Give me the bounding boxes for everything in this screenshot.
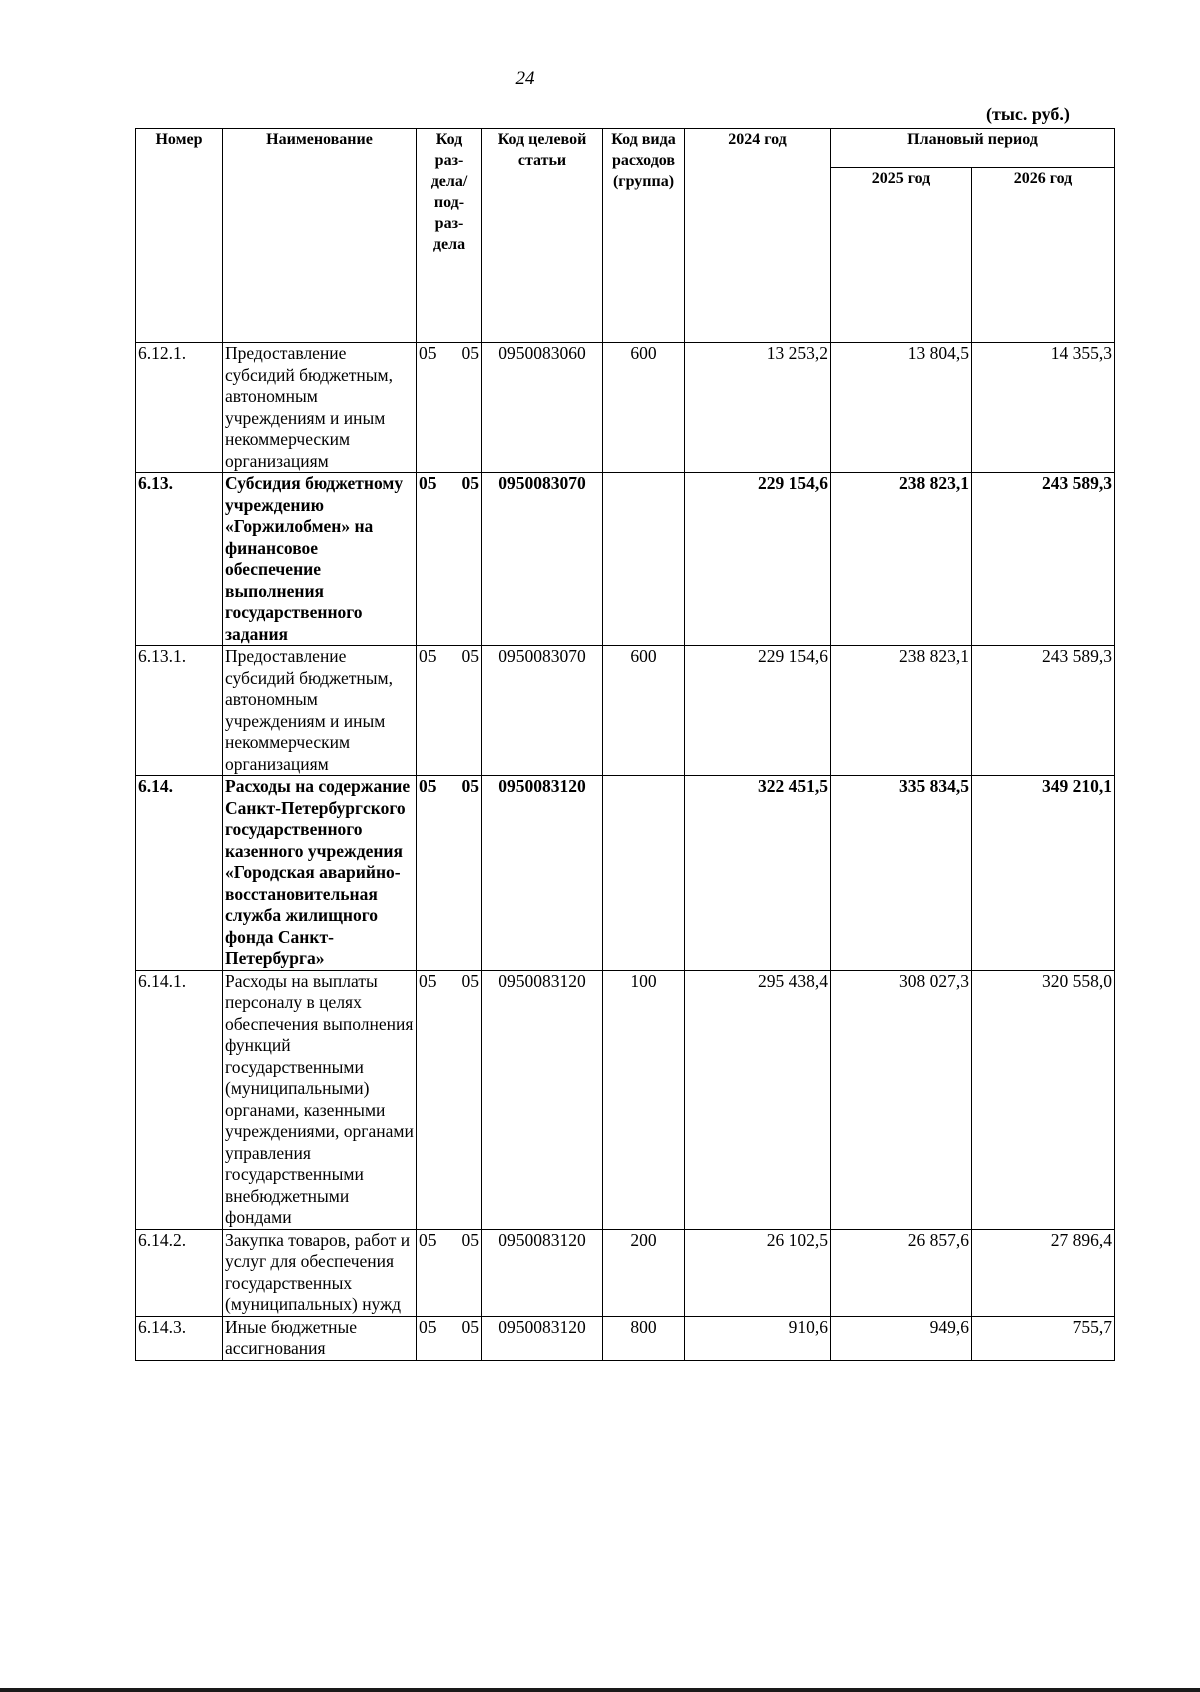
header-section-code-part: Код bbox=[435, 131, 463, 148]
row-name: Закупка товаров, работ и услуг для обеспечения государственных (муниципальных) нужд bbox=[223, 1229, 417, 1316]
header-section-code-part: раз- bbox=[434, 152, 464, 169]
row-amount-2024: 229 154,6 bbox=[685, 646, 831, 776]
row-number: 6.13. bbox=[136, 473, 223, 646]
row-expense-type bbox=[603, 473, 685, 646]
row-amount-2025: 308 027,3 bbox=[831, 970, 972, 1229]
row-amount-2025: 238 823,1 bbox=[831, 473, 972, 646]
table-row bbox=[136, 1316, 1115, 1360]
page-number: 24 bbox=[515, 68, 535, 89]
row-podrazdel: 05 bbox=[461, 776, 479, 796]
header-number: Номер bbox=[136, 129, 223, 343]
row-podrazdel: 05 bbox=[461, 1229, 479, 1250]
row-name: Предоставление субсидий бюджетным, автономным учреждениям и иным некоммерческим организациям bbox=[223, 646, 417, 776]
row-section-code bbox=[417, 1316, 482, 1360]
row-number: 6.13.1. bbox=[136, 646, 223, 776]
header-section-code-text bbox=[431, 131, 468, 253]
row-name: Иные бюджетные ассигнования bbox=[223, 1316, 417, 1360]
row-number: 6.14.1. bbox=[136, 970, 223, 1229]
row-razdel: 05 bbox=[419, 1316, 437, 1337]
table-row bbox=[136, 646, 1115, 776]
header-planning-period: Плановый период bbox=[831, 129, 1115, 168]
row-amount-2024: 322 451,5 bbox=[685, 776, 831, 971]
row-section-code bbox=[417, 646, 482, 776]
units-label: (тыс. руб.) bbox=[986, 104, 1070, 124]
row-name: Субсидия бюджетному учреждению «Горжилобмен» на финансовое обеспечение выполнения государственного задания bbox=[223, 473, 417, 646]
row-amount-2025: 949,6 bbox=[831, 1316, 972, 1360]
scan-edge-line bbox=[0, 1688, 1200, 1692]
table-body bbox=[136, 343, 1115, 1361]
row-razdel: 05 bbox=[419, 970, 437, 991]
row-expense-type: 100 bbox=[603, 970, 685, 1229]
row-name: Предоставление субсидий бюджетным, автономным учреждениям и иным некоммерческим организациям bbox=[223, 343, 417, 473]
row-number: 6.14.2. bbox=[136, 1229, 223, 1316]
header-section-code-part: раз- bbox=[434, 215, 464, 232]
row-section-code bbox=[417, 473, 482, 646]
row-number: 6.12.1. bbox=[136, 343, 223, 473]
row-name: Расходы на содержание Санкт-Петербургского государственного казенного учреждения «Городская аварийно-восстановительная служба жилищного фонда Санкт-Петербурга» bbox=[223, 776, 417, 971]
table-row bbox=[136, 343, 1115, 473]
row-section-code bbox=[417, 1229, 482, 1316]
row-amount-2024: 910,6 bbox=[685, 1316, 831, 1360]
row-amount-2024: 26 102,5 bbox=[685, 1229, 831, 1316]
budget-table bbox=[135, 128, 1115, 1361]
row-section-code bbox=[417, 343, 482, 473]
header-section-code bbox=[417, 129, 482, 343]
row-razdel: 05 bbox=[419, 343, 437, 363]
row-expense-type: 600 bbox=[603, 343, 685, 473]
row-target-code: 0950083120 bbox=[482, 776, 603, 971]
row-target-code: 0950083120 bbox=[482, 1316, 603, 1360]
header-year-2025: 2025 год bbox=[831, 168, 972, 343]
table-row bbox=[136, 473, 1115, 646]
row-amount-2026: 243 589,3 bbox=[972, 473, 1115, 646]
row-expense-type bbox=[603, 776, 685, 971]
table-row bbox=[136, 776, 1115, 971]
row-podrazdel: 05 bbox=[461, 343, 479, 363]
row-target-code: 0950083120 bbox=[482, 970, 603, 1229]
row-amount-2025: 26 857,6 bbox=[831, 1229, 972, 1316]
row-razdel: 05 bbox=[419, 473, 437, 493]
row-amount-2026: 14 355,3 bbox=[972, 343, 1115, 473]
row-amount-2026: 349 210,1 bbox=[972, 776, 1115, 971]
table-row bbox=[136, 1229, 1115, 1316]
table-row bbox=[136, 970, 1115, 1229]
row-amount-2024: 295 438,4 bbox=[685, 970, 831, 1229]
row-expense-type: 200 bbox=[603, 1229, 685, 1316]
header-expense-type: Код вида расходов (группа) bbox=[603, 129, 685, 343]
row-amount-2025: 13 804,5 bbox=[831, 343, 972, 473]
header-year-2024: 2024 год bbox=[685, 129, 831, 343]
row-razdel: 05 bbox=[419, 646, 437, 666]
row-amount-2025: 335 834,5 bbox=[831, 776, 972, 971]
row-podrazdel: 05 bbox=[461, 473, 479, 493]
row-expense-type: 600 bbox=[603, 646, 685, 776]
table-header bbox=[136, 129, 1115, 343]
header-name: Наименование bbox=[223, 129, 417, 343]
row-amount-2025: 238 823,1 bbox=[831, 646, 972, 776]
header-section-code-part: дела bbox=[432, 236, 466, 253]
row-name: Расходы на выплаты персоналу в целях обеспечения выполнения функций государственными (муниципальными) органами, казенными учреждениями, органами управления государственными внебюджетными фондами bbox=[223, 970, 417, 1229]
row-amount-2026: 27 896,4 bbox=[972, 1229, 1115, 1316]
row-amount-2026: 755,7 bbox=[972, 1316, 1115, 1360]
header-section-code-part: дела/ bbox=[430, 173, 468, 190]
row-target-code: 0950083120 bbox=[482, 1229, 603, 1316]
row-number: 6.14.3. bbox=[136, 1316, 223, 1360]
header-section-code-part: под- bbox=[433, 194, 465, 211]
row-amount-2026: 243 589,3 bbox=[972, 646, 1115, 776]
row-amount-2026: 320 558,0 bbox=[972, 970, 1115, 1229]
row-amount-2024: 229 154,6 bbox=[685, 473, 831, 646]
row-razdel: 05 bbox=[419, 1229, 437, 1250]
row-section-code bbox=[417, 776, 482, 971]
row-target-code: 0950083060 bbox=[482, 343, 603, 473]
row-target-code: 0950083070 bbox=[482, 473, 603, 646]
row-podrazdel: 05 bbox=[461, 1316, 479, 1337]
row-target-code: 0950083070 bbox=[482, 646, 603, 776]
row-section-code bbox=[417, 970, 482, 1229]
row-podrazdel: 05 bbox=[461, 646, 479, 666]
row-podrazdel: 05 bbox=[461, 970, 479, 991]
row-amount-2024: 13 253,2 bbox=[685, 343, 831, 473]
header-target-code: Код целевой статьи bbox=[482, 129, 603, 343]
header-year-2026: 2026 год bbox=[972, 168, 1115, 343]
row-razdel: 05 bbox=[419, 776, 437, 796]
row-expense-type: 800 bbox=[603, 1316, 685, 1360]
row-number: 6.14. bbox=[136, 776, 223, 971]
